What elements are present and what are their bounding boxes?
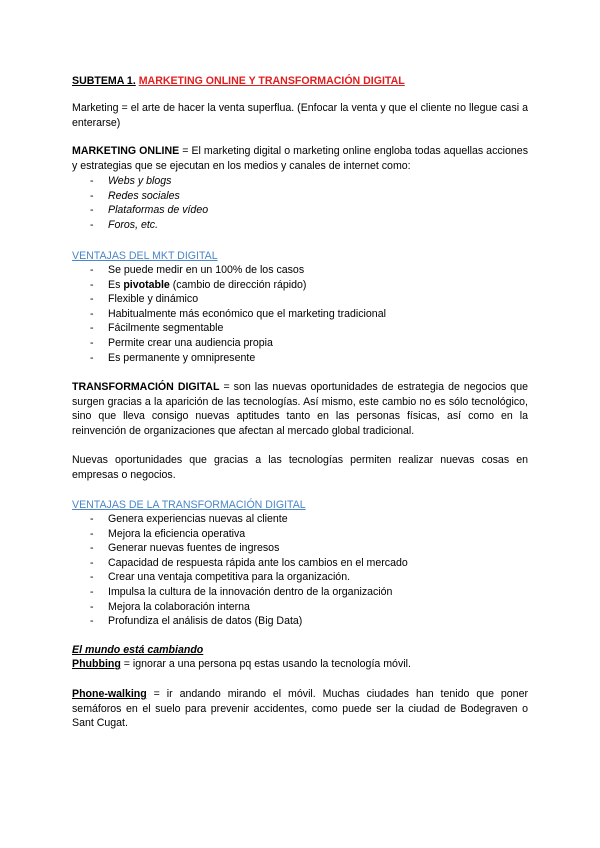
list-item: - Fácilmente segmentable bbox=[72, 321, 528, 336]
phone-walking-paragraph: Phone-walking = ir andando mirando el móvil. Muchas ciudades han tenido que poner semáforos en el suelo para prevenir accidentes, como puede ser la ciudad de Bodegraven o Sant Cugat. bbox=[72, 688, 528, 730]
title-main: MARKETING ONLINE Y TRANSFORMACIÓN DIGITAL bbox=[138, 75, 405, 87]
list-item: - Crear una ventaja competitiva para la organización. bbox=[72, 570, 528, 585]
transformacion-paragraph bbox=[72, 380, 528, 438]
pivotable-term: pivotable bbox=[123, 278, 170, 291]
marketing-definition: Marketing = el arte de hacer la venta superflua. (Enfocar la venta y que el cliente no llegue casi a enterarse) bbox=[72, 102, 528, 129]
list-item: - Es permanente y omnipresente bbox=[72, 351, 528, 366]
list-item: - Redes sociales bbox=[72, 189, 528, 204]
list-item: - Permite crear una audiencia propia bbox=[72, 336, 528, 351]
ventajas-td-list bbox=[72, 512, 528, 629]
page-title bbox=[72, 74, 528, 89]
nuevas-paragraph: Nuevas oportunidades que gracias a las tecnologías permiten realizar nuevas cosas en empresas o negocios. bbox=[72, 454, 528, 481]
list-item: - Webs y blogs bbox=[72, 174, 528, 189]
list-item: - Se puede medir en un 100% de los casos bbox=[72, 263, 528, 278]
mkt-online-term: MARKETING ONLINE bbox=[72, 145, 180, 157]
mkt-online-text: = El marketing digital o marketing online engloba todas aquellas acciones y estrategias que se ejecutan en los medios y canales de internet como: bbox=[72, 145, 528, 172]
list-item: - Genera experiencias nuevas al cliente bbox=[72, 512, 528, 527]
transformacion-term: TRANSFORMACIÓN DIGITAL bbox=[72, 381, 220, 393]
ventajas-mkt-heading: VENTAJAS DEL MKT DIGITAL bbox=[72, 250, 218, 262]
list-item: - Es pivotable (cambio de dirección rápido) bbox=[72, 278, 528, 293]
mundo-heading: El mundo está cambiando bbox=[72, 644, 204, 656]
transformacion-text: = son las nuevas oportunidades de estrategia de negocios que surgen gracias a la aparición de las tecnologías. Así mismo, este cambio no es sólo tecnológico, sino que lleva consigo nuevas aptitudes tanto en las personas físicas, así como en la reinvención de organizaciones que afectan al mercado global tradicional. bbox=[72, 381, 528, 437]
list-item: - Foros, etc. bbox=[72, 218, 528, 233]
title-lead: SUBTEMA 1. bbox=[72, 75, 136, 87]
list-item: - Plataformas de vídeo bbox=[72, 203, 528, 218]
list-item: - Mejora la colaboración interna bbox=[72, 600, 528, 615]
list-item: - Profundiza el análisis de datos (Big Data) bbox=[72, 614, 528, 629]
ventajas-mkt-list bbox=[72, 263, 528, 365]
list-item: - Flexible y dinámico bbox=[72, 292, 528, 307]
phone-walking-term: Phone-walking bbox=[72, 688, 147, 700]
list-item: - Habitualmente más económico que el marketing tradicional bbox=[72, 307, 528, 322]
list-item: - Mejora la eficiencia operativa bbox=[72, 527, 528, 542]
phubbing-paragraph: Phubbing = ignorar a una persona pq estas usando la tecnología móvil. bbox=[72, 658, 411, 670]
mkt-online-list bbox=[72, 174, 528, 232]
ventajas-td-heading: VENTAJAS DE LA TRANSFORMACIÓN DIGITAL bbox=[72, 499, 306, 511]
list-item: - Impulsa la cultura de la innovación dentro de la organización bbox=[72, 585, 528, 600]
list-item: - Capacidad de respuesta rápida ante los cambios en el mercado bbox=[72, 556, 528, 571]
phubbing-term: Phubbing bbox=[72, 658, 121, 670]
list-item: - Generar nuevas fuentes de ingresos bbox=[72, 541, 528, 556]
mkt-online-paragraph bbox=[72, 144, 528, 173]
